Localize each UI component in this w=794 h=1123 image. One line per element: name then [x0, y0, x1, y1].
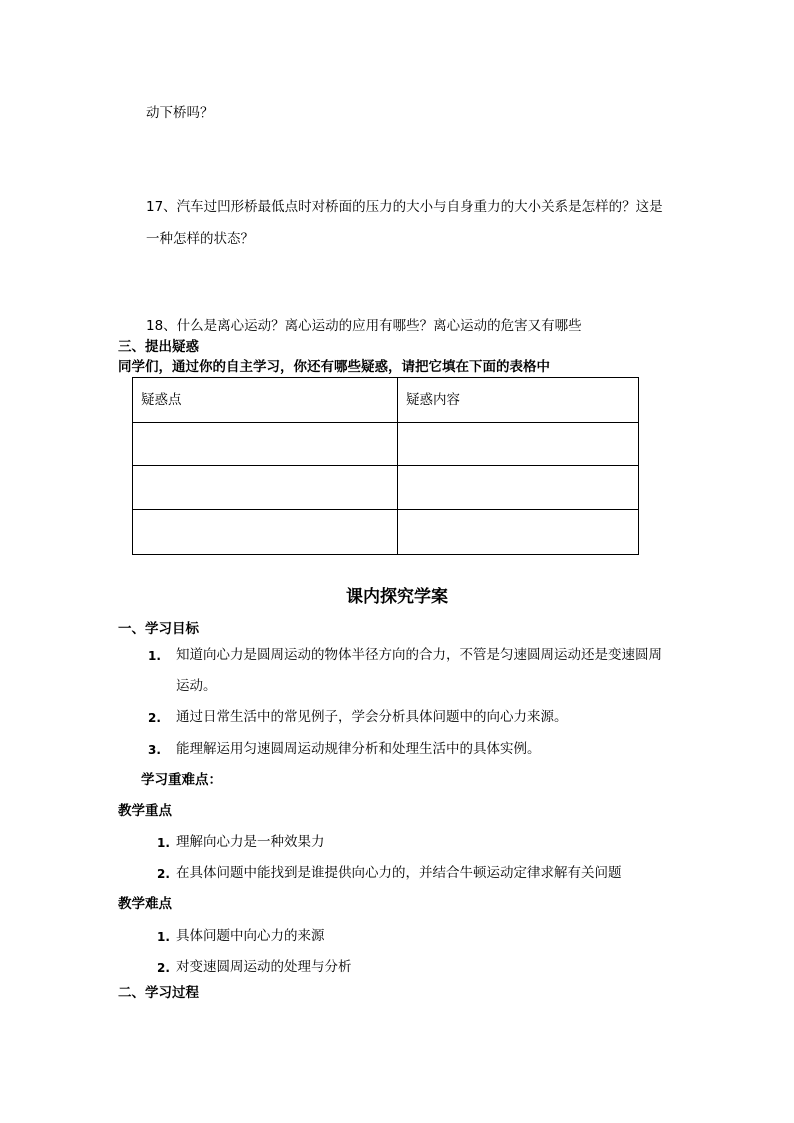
goal-number: 1.: [148, 649, 161, 663]
difficulty-number: 2.: [157, 961, 170, 975]
table-cell[interactable]: [133, 423, 398, 466]
difficulty-number: 1.: [157, 930, 170, 944]
table-cell[interactable]: [133, 510, 398, 555]
difficulty-item-1: 具体问题中向心力的来源: [176, 928, 325, 944]
question-17-line-2: 一种怎样的状态？: [146, 231, 254, 247]
goal-number: 2.: [148, 711, 161, 725]
table-header-doubt-content: 疑惑内容: [398, 378, 639, 423]
goal-3: 能理解运用匀速圆周运动规律分析和处理生活中的具体实例。: [176, 741, 541, 757]
section-3-heading: 三、提出疑惑: [118, 339, 199, 355]
focus-heading: 教学重点: [118, 803, 172, 819]
goal-1-line-2: 运动。: [176, 678, 217, 694]
table-header-row: [133, 378, 639, 423]
goal-1-line-1: 知道向心力是圆周运动的物体半径方向的合力，不管是匀速圆周运动还是变速圆周: [176, 647, 662, 663]
process-heading: 二、学习过程: [118, 985, 199, 1001]
page-title: 课内探究学案: [346, 587, 448, 607]
focus-number: 2.: [157, 867, 170, 881]
table-cell[interactable]: [398, 510, 639, 555]
question-18: 18、什么是离心运动？离心运动的应用有哪些？离心运动的危害又有哪些: [146, 318, 582, 334]
focus-number: 1.: [157, 836, 170, 850]
table-header-doubt-point: 疑惑点: [133, 378, 398, 423]
question-16-continuation: 动下桥吗？: [146, 105, 214, 121]
goals-heading: 一、学习目标: [118, 621, 199, 637]
key-points-heading: 学习重难点：: [141, 772, 222, 788]
section-3-prompt: 同学们，通过你的自主学习，你还有哪些疑惑，请把它填在下面的表格中: [118, 359, 550, 375]
table-cell[interactable]: [398, 423, 639, 466]
focus-item-2: 在具体问题中能找到是谁提供向心力的，并结合牛顿运动定律求解有关问题: [176, 865, 622, 881]
difficulty-item-2: 对变速圆周运动的处理与分析: [176, 959, 352, 975]
goal-2: 通过日常生活中的常见例子，学会分析具体问题中的向心力来源。: [176, 709, 568, 725]
goal-number: 3.: [148, 743, 161, 757]
table-cell[interactable]: [133, 466, 398, 510]
table-cell[interactable]: [398, 466, 639, 510]
difficulty-heading: 教学难点: [118, 896, 172, 912]
table-row: [133, 423, 639, 466]
table-row: [133, 510, 639, 555]
question-17-line-1: 17、汽车过凹形桥最低点时对桥面的压力的大小与自身重力的大小关系是怎样的？这是: [146, 199, 663, 215]
table-row: [133, 466, 639, 510]
focus-item-1: 理解向心力是一种效果力: [176, 834, 325, 850]
doubts-table: [132, 377, 639, 555]
